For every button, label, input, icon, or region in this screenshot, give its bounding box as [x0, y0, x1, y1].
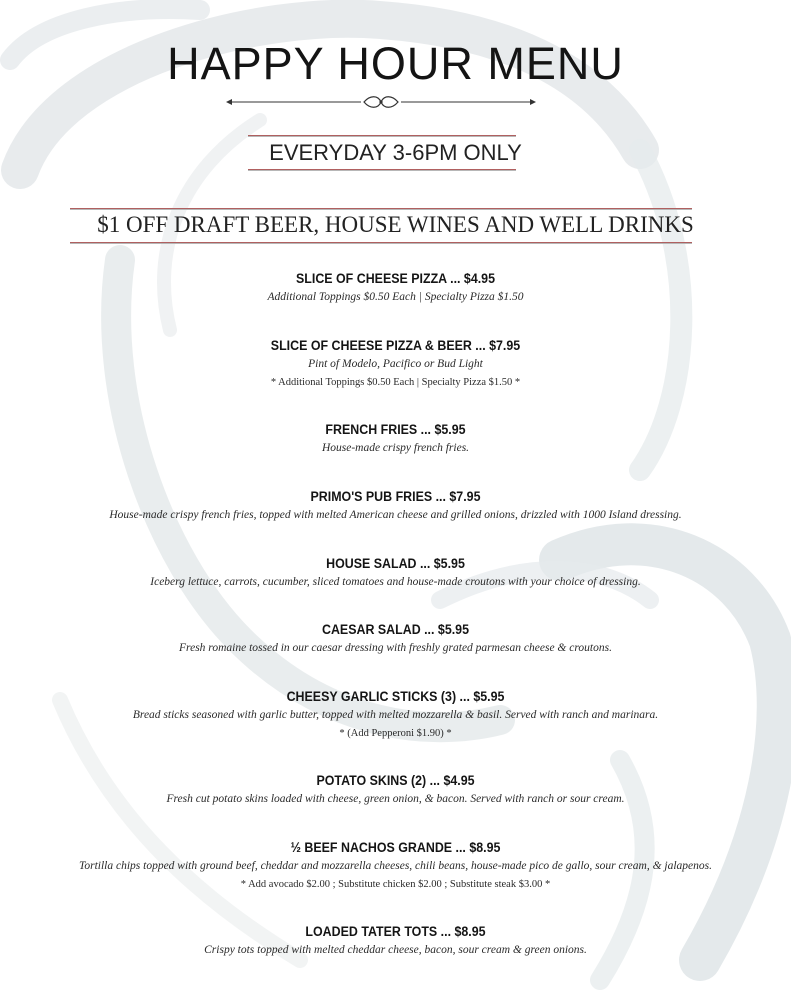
banner-rule-bottom — [248, 169, 516, 171]
menu-item — [0, 555, 791, 592]
item-description: Fresh romaine tossed in our caesar dressing with freshly grated parmesan cheese & croutons. — [179, 642, 612, 654]
menu-item — [0, 772, 791, 809]
item-note: * Add avocado $2.00 ; Substitute chicken $2.00 ; Substitute steak $3.00 * — [240, 879, 551, 890]
item-description: Bread sticks seasoned with garlic butter, topped with melted mozzarella & basil. Served with ranch and marinara. — [132, 709, 659, 721]
menu-item — [0, 923, 791, 960]
item-description: Pint of Modelo, Pacifico or Bud Light — [308, 358, 483, 370]
menu-item — [0, 337, 791, 392]
banner-rule-top — [70, 208, 692, 210]
item-description: Fresh cut potato skins loaded with cheese, green onion, & bacon. Served with ranch or sour cream. — [166, 793, 625, 805]
item-name: HOUSE SALAD ... $5.95 — [326, 556, 465, 571]
item-description: Additional Toppings $0.50 Each | Specialty Pizza $1.50 — [267, 291, 524, 303]
item-name: ½ BEEF NACHOS GRANDE ... $8.95 — [290, 840, 501, 855]
item-name: CHEESY GARLIC STICKS (3) ... $5.95 — [286, 689, 505, 704]
hours-banner — [0, 134, 791, 174]
menu-item — [0, 421, 791, 458]
item-name: FRENCH FRIES ... $5.95 — [325, 422, 466, 437]
item-description: Crispy tots topped with melted cheddar cheese, bacon, sour cream & green onions. — [204, 944, 587, 956]
banner-rule-bottom — [70, 242, 692, 244]
item-name: POTATO SKINS (2) ... $4.95 — [316, 773, 475, 788]
menu-item — [0, 621, 791, 658]
drinks-banner — [0, 207, 791, 247]
item-note: * Additional Toppings $0.50 Each | Specialty Pizza $1.50 * — [270, 377, 521, 388]
menu-item — [0, 688, 791, 743]
item-description: House-made crispy french fries, topped with melted American cheese and grilled onions, drizzled with 1000 Island dressing. — [109, 509, 682, 521]
item-name: CAESAR SALAD ... $5.95 — [321, 622, 469, 637]
menu-item — [0, 270, 791, 307]
item-name: LOADED TATER TOTS ... $8.95 — [305, 924, 486, 939]
item-name: SLICE OF CHEESE PIZZA ... $4.95 — [295, 271, 496, 286]
menu-item — [0, 488, 791, 525]
item-description: House-made crispy french fries. — [321, 442, 470, 454]
drinks-special-text: $1 OFF DRAFT BEER, HOUSE WINES AND WELL DRINKS — [97, 212, 694, 237]
ornament-divider-icon — [226, 95, 536, 109]
page-title: HAPPY HOUR MENU — [167, 38, 624, 89]
menu-item — [0, 839, 791, 894]
banner-rule-top — [248, 135, 516, 137]
item-name: PRIMO'S PUB FRIES ... $7.95 — [310, 489, 481, 504]
item-note: * (Add Pepperoni $1.90) * — [339, 728, 452, 739]
hours-text: EVERYDAY 3-6PM ONLY — [269, 140, 522, 165]
item-description: Iceberg lettuce, carrots, cucumber, sliced tomatoes and house-made croutons with your choice of dressing. — [150, 576, 641, 588]
item-description: Tortilla chips topped with ground beef, cheddar and mozzarella cheeses, chili beans, house-made pico de gallo, sour cream, & jalapenos. — [79, 860, 712, 872]
item-name: SLICE OF CHEESE PIZZA & BEER ... $7.95 — [270, 338, 521, 353]
